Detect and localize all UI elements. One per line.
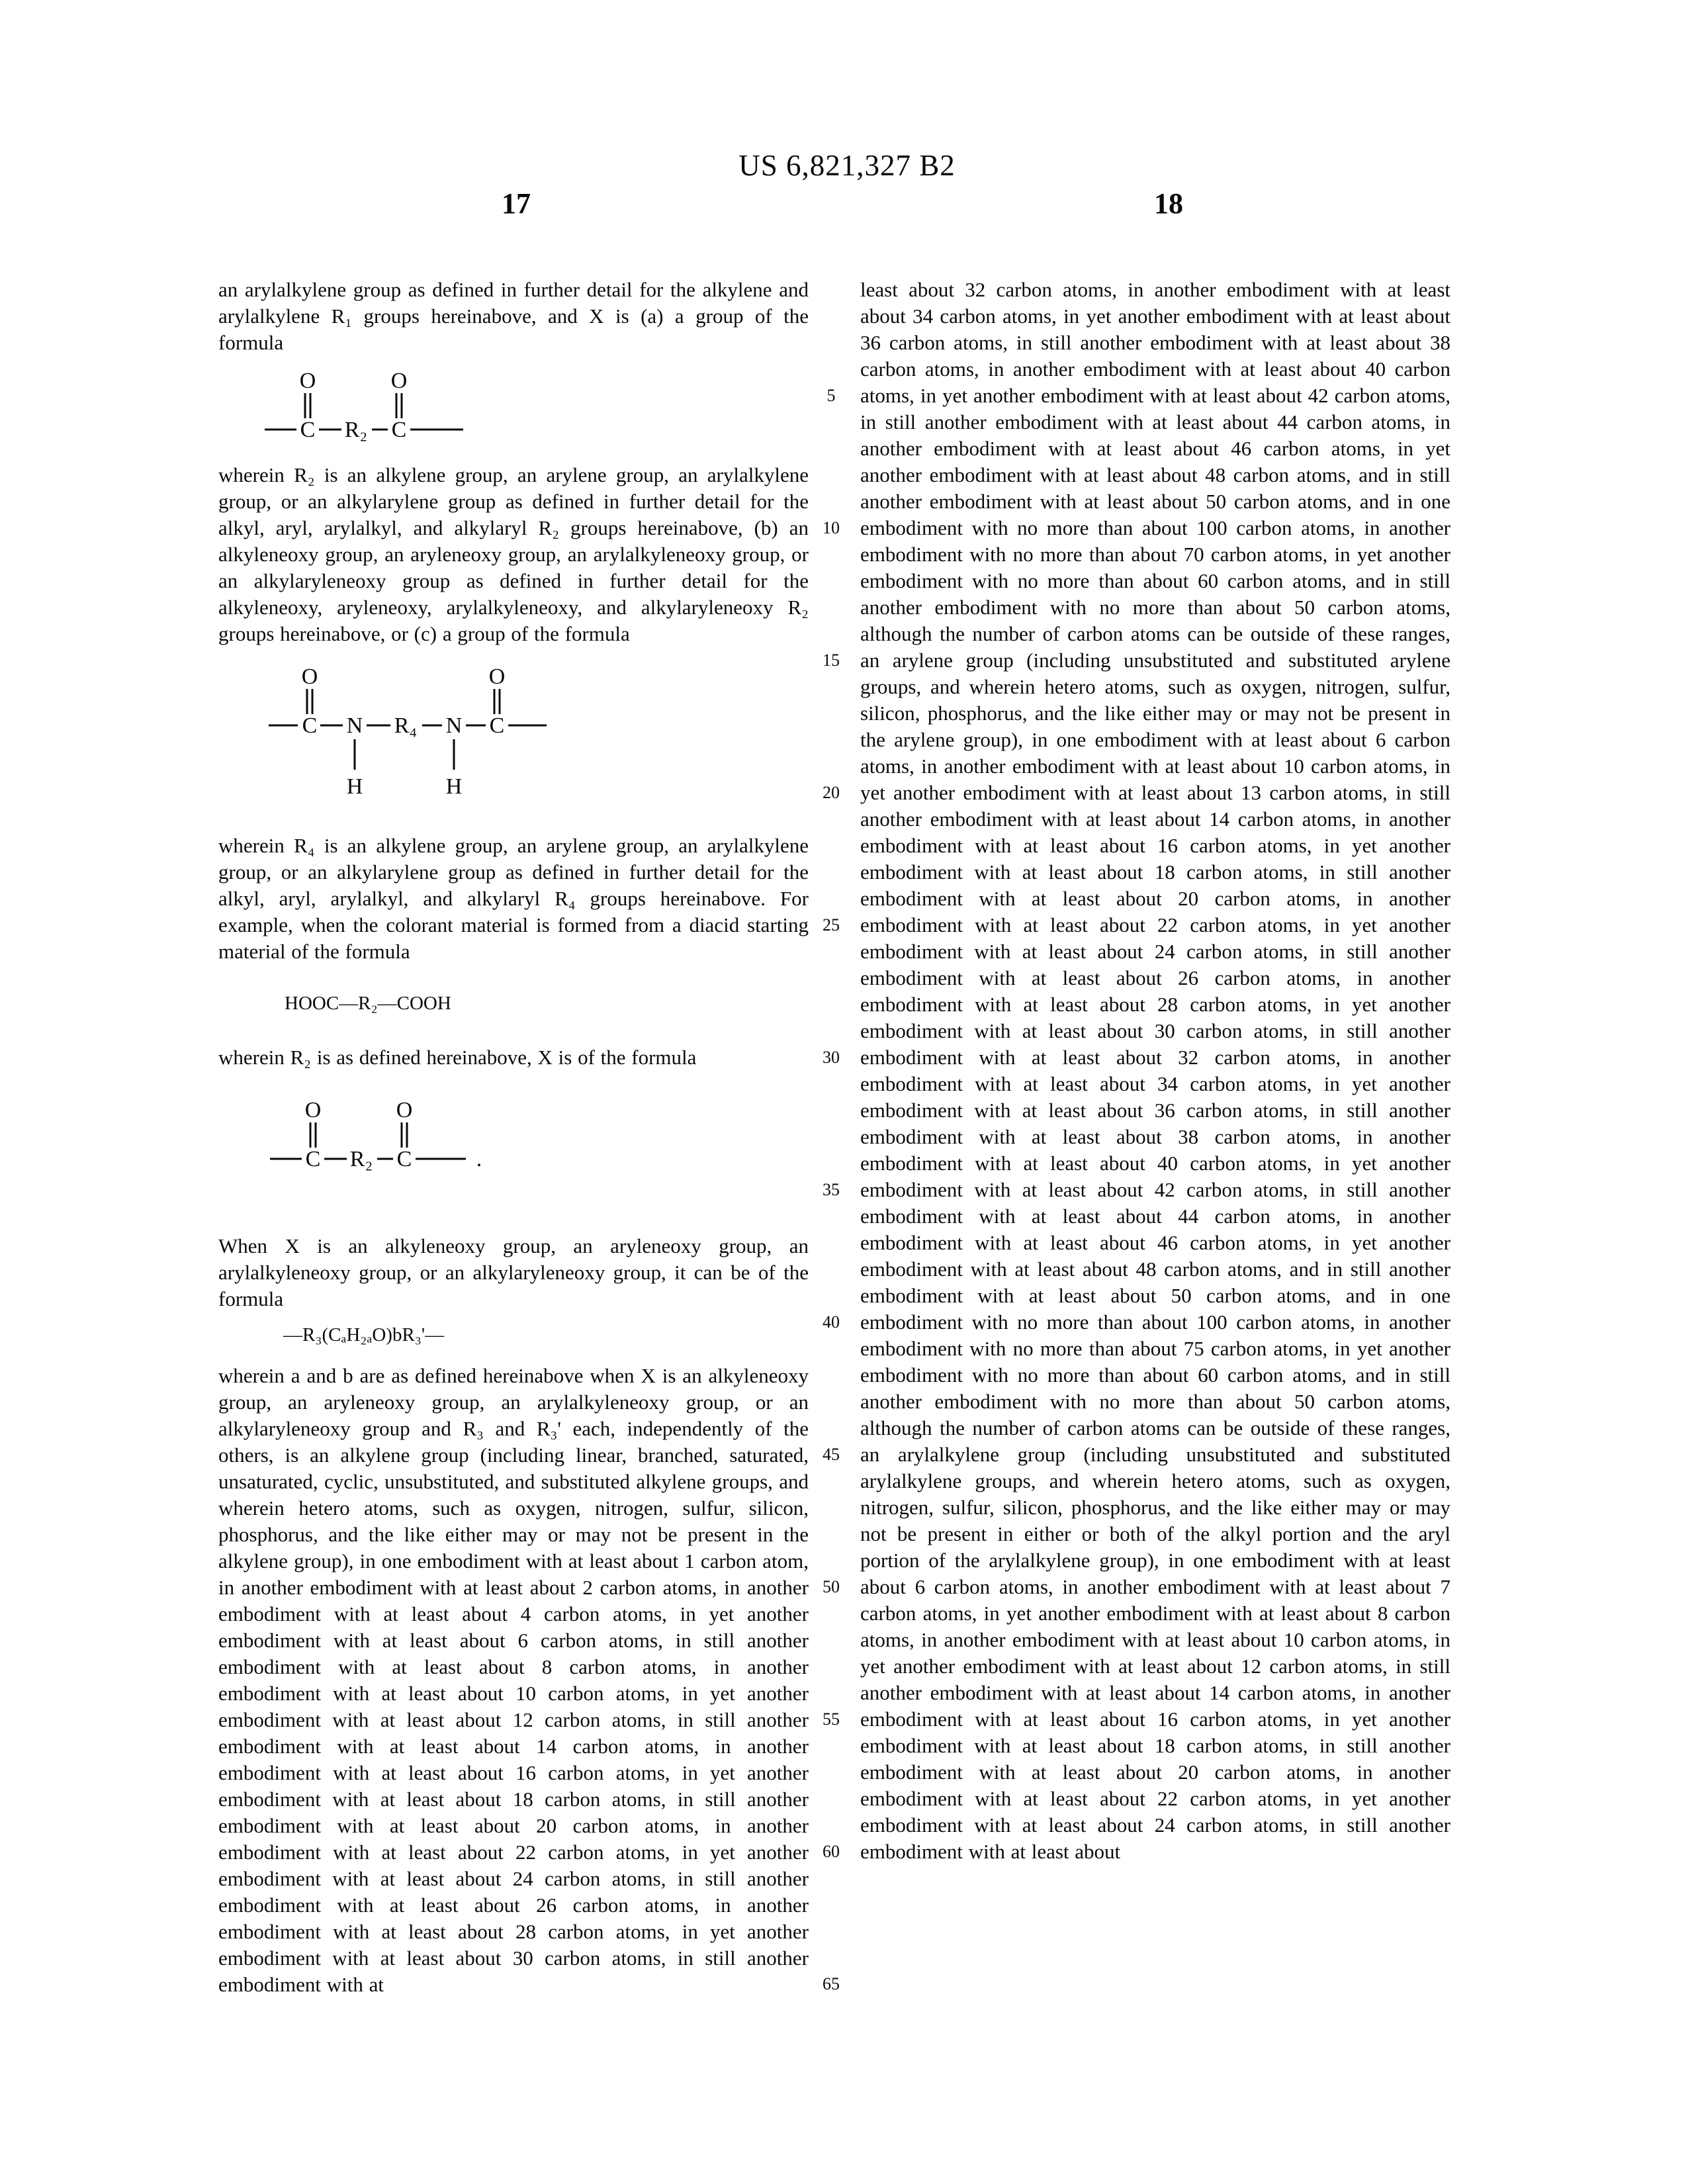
oxygen-atom-label: O: [299, 369, 316, 393]
line-number-marker: 45: [823, 1445, 840, 1464]
paragraph-wherein-r2: wherein R₂ is an alkylene group, an arylene group, an arylalkylene group, or an alkylarylene group as defined in further detail for the alkyl, aryl, arylalkyl, and alkylaryl R₂ groups hereinabove, (b) an alkyleneoxy group, an aryleneoxy group, an arylalkyleneoxy group, or an alkylaryleneoxy group as defined in further detail for the alkyleneoxy, aryleneoxy, arylalkyleneoxy, and alkylaryleneoxy R₂ groups hereinabove, or (c) a group of the formula: [218, 463, 809, 645]
formula-diacid: [218, 965, 809, 1044]
carbon-atom-label: C: [300, 418, 316, 442]
right-column: [860, 277, 1450, 1865]
line-number-marker: 50: [823, 1577, 840, 1596]
left-column: [218, 277, 809, 1998]
chemical-structure-dicarbonyl-x: [218, 1071, 809, 1233]
line-number-marker: 35: [823, 1180, 840, 1199]
formula-diacid-text: HOOC—R₂—COOH: [285, 993, 451, 1014]
r2-group-label: R₂: [344, 418, 368, 442]
line-number-marker: 25: [823, 915, 840, 934]
paragraph-wherein-a-b: wherein a and b are as defined hereinabove when X is an alkyleneoxy group, an aryleneoxy group, an arylalkyleneoxy group, or an alkylaryleneoxy group and R₃ and R₃' each, independently of the others, is an alkylene group (including linear, branched, saturated, unsaturated, cyclic, unsubstituted, and substituted alkylene groups, and wherein hetero atoms, such as oxygen, nitrogen, sulfur, silicon, phosphorus, and the like either may or may not be present in the alkylene group), in one embodiment with at least about 1 carbon atom, in another embodiment with at least about 2 carbon atoms, in another embodiment with at least about 4 carbon atoms, in yet another embodiment with at least about 6 carbon atoms, in still another embodiment with at least about 8 carbon atoms, in another embodiment with at least about 10 carbon atoms, in yet another embodiment with at least about 12 carbon atoms, in still another embodiment with at least about 14 carbon atoms, in another embodiment with at least about 16 carbon atoms, in yet another embodiment with at least about 18 carbon atoms, in still another embodiment with at least about 20 carbon atoms, in another embodiment with at least about 22 carbon atoms, in yet another embodiment with at least about 24 carbon atoms, in still another embodiment with at least about 26 carbon atoms, in another embodiment with at least about 28 carbon atoms, in yet another embodiment with at least about 30 carbon atoms, in still another embodiment with at: [218, 1364, 809, 1996]
oxygen-atom-label: O: [301, 664, 318, 689]
diamide-diagram: [269, 664, 547, 816]
paragraph-wherein-r4: wherein R₄ is an alkylene group, an arylene group, an arylalkylene group, or an alkylarylene group as defined in further detail for the alkyl, aryl, arylalkyl, and alkylaryl R₄ groups hereinabove. For example, when the colorant material is formed from a diacid starting material of the formula: [218, 834, 809, 963]
line-number-marker: 5: [826, 386, 836, 405]
line-number-marker: 60: [823, 1842, 840, 1861]
paragraph-carbon-atom-ranges: least about 32 carbon atoms, in another embodiment with at least about 34 carbon atoms, in yet another embodiment with at least about 36 carbon atoms, in still another embodiment with at least about 38 carbon atoms, in another embodiment with at least about 40 carbon atoms, in yet another embodiment with at least about 42 carbon atoms, in still another embodiment with at least about 44 carbon atoms, in another embodiment with at least about 46 carbon atoms, in yet another embodiment with at least about 48 carbon atoms, and in still another embodiment with at least about 50 carbon atoms, and in one embodiment with no more than about 100 carbon atoms, in another embodiment with no more than about 70 carbon atoms, in yet another embodiment with no more than about 60 carbon atoms, and in still another embodiment with no more than about 50 carbon atoms, although the number of carbon atoms can be outside of these ranges, an arylene group (including unsubstituted and substituted arylene groups, and wherein hetero atoms, such as oxygen, nitrogen, sulfur, silicon, phosphorus, and the like either may or may not be present in the arylene group), in one embodiment with at least about 6 carbon atoms, in another embodiment with at least about 10 carbon atoms, in yet another embodiment with at least about 13 carbon atoms, in still another embodiment with at least about 14 carbon atoms, in another embodiment with at least about 16 carbon atoms, in yet another embodiment with at least about 18 carbon atoms, in still another embodiment with at least about 20 carbon atoms, in another embodiment with at least about 22 carbon atoms, in yet another embodiment with at least about 24 carbon atoms, in still another embodiment with at least about 26 carbon atoms, in another embodiment with at least about 28 carbon atoms, in yet another embodiment with at least about 30 carbon atoms, in still another embodiment with at least about 32 carbon atoms, in another embodiment with at least about 34 carbon atoms, in yet another embodiment with at least about 36 carbon atoms, in still another embodiment with at least about 38 carbon atoms, in another embodiment with at least about 40 carbon atoms, in yet another embodiment with at least about 42 carbon atoms, in still another embodiment with at least about 44 carbon atoms, in another embodiment with at least about 46 carbon atoms, in yet another embodiment with at least about 48 carbon atoms, and in still another embodiment with at least about 50 carbon atoms, and in one embodiment with no more than about 100 carbon atoms, in another embodiment with no more than about 75 carbon atoms, in yet another embodiment with no more than about 60 carbon atoms, and in still another embodiment with no more than about 50 carbon atoms, although the number of carbon atoms can be outside of these ranges, an arylalkylene group (including unsubstituted and substituted arylalkylene groups, and wherein hetero atoms, such as oxygen, nitrogen, sulfur, silicon, phosphorus, and the like either may or may not be present in either or both of the alkyl portion and the aryl portion of the arylalkylene group), in one embodiment with at least about 6 carbon atoms, in another embodiment with at least about 7 carbon atoms, in yet another embodiment with at least about 8 carbon atoms, in another embodiment with at least about 10 carbon atoms, in yet another embodiment with at least about 12 carbon atoms, in still another embodiment with at least about 14 carbon atoms, in another embodiment with at least about 16 carbon atoms, in yet another embodiment with at least about 18 carbon atoms, in still another embodiment with at least about 20 carbon atoms, in another embodiment with at least about 22 carbon atoms, in yet another embodiment with at least about 24 carbon atoms, in still another embodiment with at least about: [860, 278, 1450, 1863]
paragraph-wherein-r2-defined: wherein R₂ is as defined hereinabove, X is of the formula: [218, 1046, 697, 1069]
nitrogen-atom-label: N: [445, 713, 463, 738]
carbon-atom-label: C: [489, 713, 505, 738]
nitrogen-atom-label: N: [346, 713, 363, 738]
carbon-atom-label: C: [396, 1147, 412, 1171]
carbon-atom-label: C: [391, 418, 407, 442]
r2-group-label: R₂: [349, 1147, 373, 1171]
formula-alkyleneoxy-text: —R₃(CₐH₂ₐO)bR₃'—: [283, 1324, 445, 1345]
paragraph-arylalkylene-intro: an arylalkylene group as defined in further detail for the alkylene and arylalkylene R₁ groups hereinabove, and X is (a) a group of the formula: [218, 278, 809, 354]
period-mark: .: [476, 1147, 482, 1171]
patent-number-header: US 6,821,327 B2: [738, 149, 956, 182]
r4-group-label: R₄: [394, 713, 418, 738]
oxygen-atom-label: O: [488, 664, 506, 689]
line-number-marker: 40: [823, 1312, 840, 1332]
line-number-marker: 30: [823, 1048, 840, 1067]
line-number-marker: 10: [823, 518, 840, 537]
carbon-atom-label: C: [305, 1147, 321, 1171]
oxygen-atom-label: O: [304, 1098, 322, 1122]
chemical-structure-dicarbonyl: [218, 356, 809, 462]
dicarbonyl-x-diagram: [270, 1097, 488, 1183]
column-number-18: 18: [1154, 187, 1183, 220]
formula-alkyleneoxy: [218, 1312, 809, 1363]
dicarbonyl-diagram: [265, 368, 463, 454]
chemical-structure-diamide: [218, 647, 809, 833]
line-number-marker: 65: [823, 1974, 840, 1993]
oxygen-atom-label: O: [390, 369, 408, 393]
oxygen-atom-label: O: [396, 1098, 413, 1122]
paragraph-when-x: When X is an alkyleneoxy group, an aryleneoxy group, an arylalkyleneoxy group, or an alkylaryleneoxy group, it can be of the formula: [218, 1234, 809, 1310]
column-number-17: 17: [502, 187, 531, 220]
hydrogen-atom-label: H: [445, 774, 463, 799]
line-number-marker: 20: [823, 783, 840, 802]
line-number-marker: 15: [823, 651, 840, 670]
line-number-marker: 55: [823, 1709, 840, 1729]
carbon-atom-label: C: [302, 713, 318, 738]
hydrogen-atom-label: H: [346, 774, 363, 799]
